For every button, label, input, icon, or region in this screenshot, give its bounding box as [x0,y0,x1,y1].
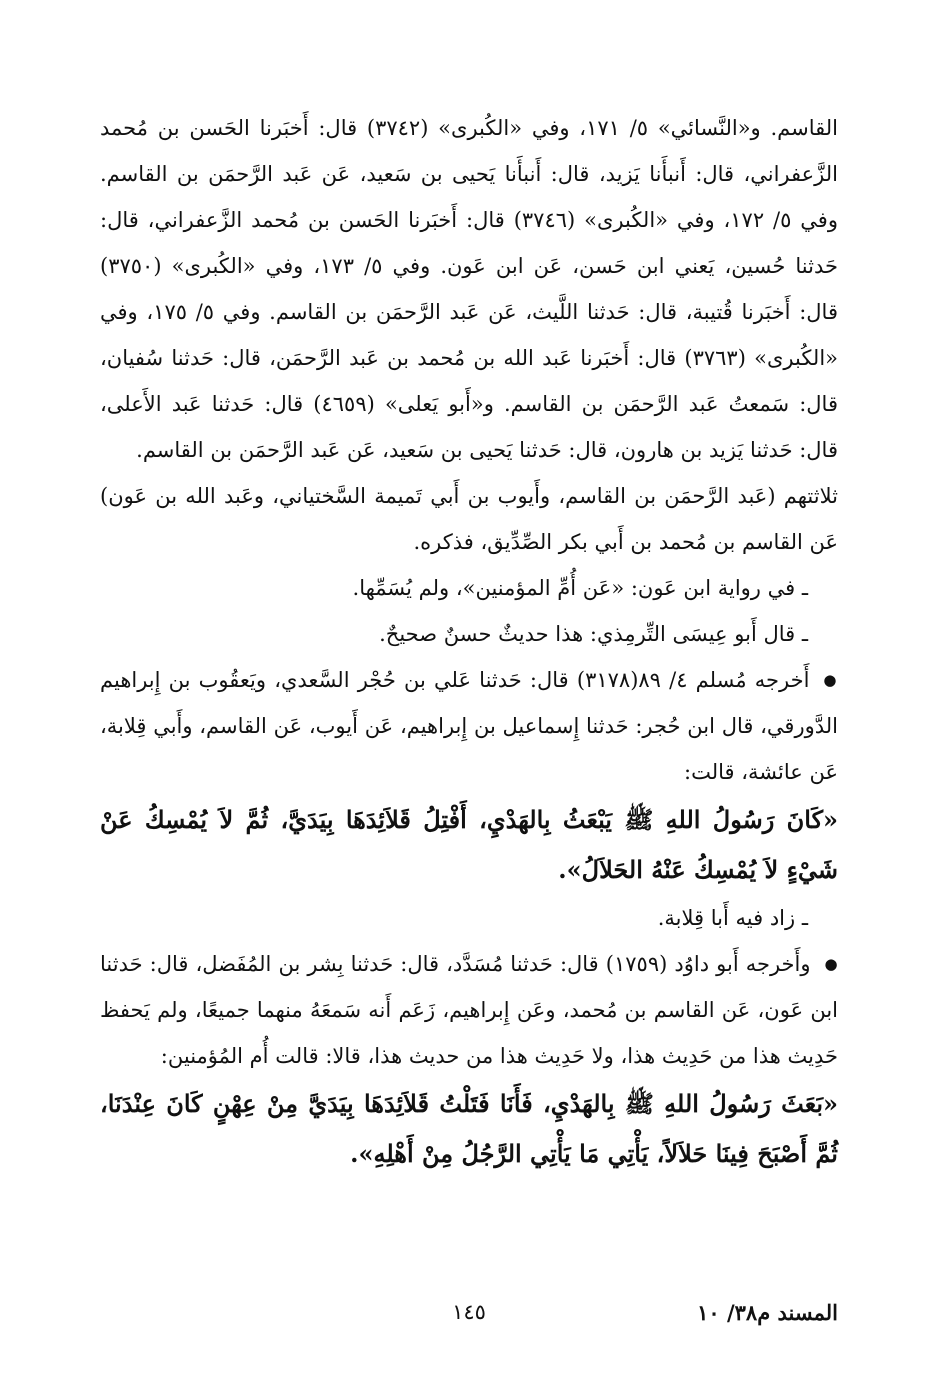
signature-mark: المسند م٣٨/ ١٠ [697,1300,838,1325]
note-ibn-awn: ـ في رواية ابن عَون: «عَن أُمِّ المؤمنين»، ولم يُسَمِّها. [352,576,808,600]
page-number: ١٤٥ [452,1300,486,1324]
paragraph-1: القاسم. و«النَّسائي» ٥/ ١٧١، وفي «الكُبرى» (٣٧٤٢) قال: أَخبَرنا الحَسن بن مُحمد الزَّعفراني، قال: أَنبأَنا يَزيد، قال: أَنبأَنا يَحيى بن سَعيد، عَن عَبد الرَّحمَن بن القاسم. وفي ٥/ ١٧٢، وفي «الكُبرى» (٣٧٤٦) قال: أَخبَرنا الحَسن بن مُحمد الزَّعفراني، قال: حَدثنا حُسين، يَعني ابن حَسن، عَن ابن عَون. وفي ٥/ ١٧٣، وفي «الكُبرى» (٣٧٥٠) قال: أَخبَرنا قُتيبة، قال: حَدثنا اللَّيث، عَن عَبد الرَّحمَن بن القاسم. وفي ٥/ ١٧٥، وفي «الكُبرى» (٣٧٦٣) قال: أَخبَرنا عَبد الله بن مُحمد بن عَبد الرَّحمَن، قال: حَدثنا سُفيان، قال: سَمعتُ عَبد الرَّحمَن بن القاسم. و«أَبو يَعلى» (٤٦٥٩) قال: حَدثنا عَبد الأَعلى، قال: حَدثنا يَزيد بن هارون، قال: حَدثنا يَحيى بن سَعيد، عَن عَبد الرَّحمَن بن القاسم. [100,116,838,462]
page-body [100,105,838,1179]
page-footer [100,1300,838,1340]
note-abu-qilaba: ـ زاد فيه أَبا قِلابة. [657,906,808,930]
hadith-text-2: «بَعَثَ رَسُولُ اللهِ ﷺ بِالهَدْيِ، فَأَنَا فَتَلْتُ قَلاَئِدَهَا بِيَدَيَّ مِنْ عِهْنٍ كَانَ عِنْدَنَا، ثُمَّ أَصْبَحَ فِينَا حَلاَلاً، يَأْتِي مَا يَأْتِي الرَّجُلُ مِنْ أَهْلِهِ». [100,1089,838,1168]
note-tirmidhi: ـ قال أَبو عِيسَى التِّرمِذي: هذا حديثٌ حسنٌ صحيحٌ. [379,622,808,646]
abudawud-takhrij: ● وأَخرجه أَبو داوُد (١٧٥٩) قال: حَدثنا مُسَدَّد، قال: حَدثنا بِشر بن المُفَضل، قال: حَدثنا ابن عَون، عَن القاسم بن مُحمد، وعَن إِبراهيم، زَعَم أَنه سَمعَهُ منهما جميعًا، ولم يَحفظ حَدِيث هذا من حَدِيث هذا، ولا حَدِيث هذا من حديث هذا، قالا: قالت أُم المُؤمنين: [100,941,838,1079]
hadith-text-1: «كَانَ رَسُولُ اللهِ ﷺ يَبْعَثُ بِالهَدْيِ، أَفْتِلُ قَلاَئِدَهَا بِيَدَيَّ، ثُمَّ لاَ يُمْسِكُ عَنْ شَيْءٍ لاَ يُمْسِكُ عَنْهُ الحَلاَلُ». [100,805,838,884]
paragraph-2: ثلاثتهم (عَبد الرَّحمَن بن القاسم، وأَيوب بن أَبي تَميمة السَّختياني، وعَبد الله بن عَون) عَن القاسم بن مُحمد بن أَبي بكر الصِّدِّيق، فذكره. [100,484,838,554]
muslim-takhrij: ● أَخرجه مُسلم ٤/ ٨٩(٣١٧٨) قال: حَدثنا عَلي بن حُجْر السَّعدي، ويَعقُوب بن إِبراهيم الدَّورقي، قال ابن حُجر: حَدثنا إِسماعيل بن إِبراهيم، عَن أَيوب، عَن القاسم، وأَبي قِلابة، عَن عائشة، قالت: [100,657,838,795]
